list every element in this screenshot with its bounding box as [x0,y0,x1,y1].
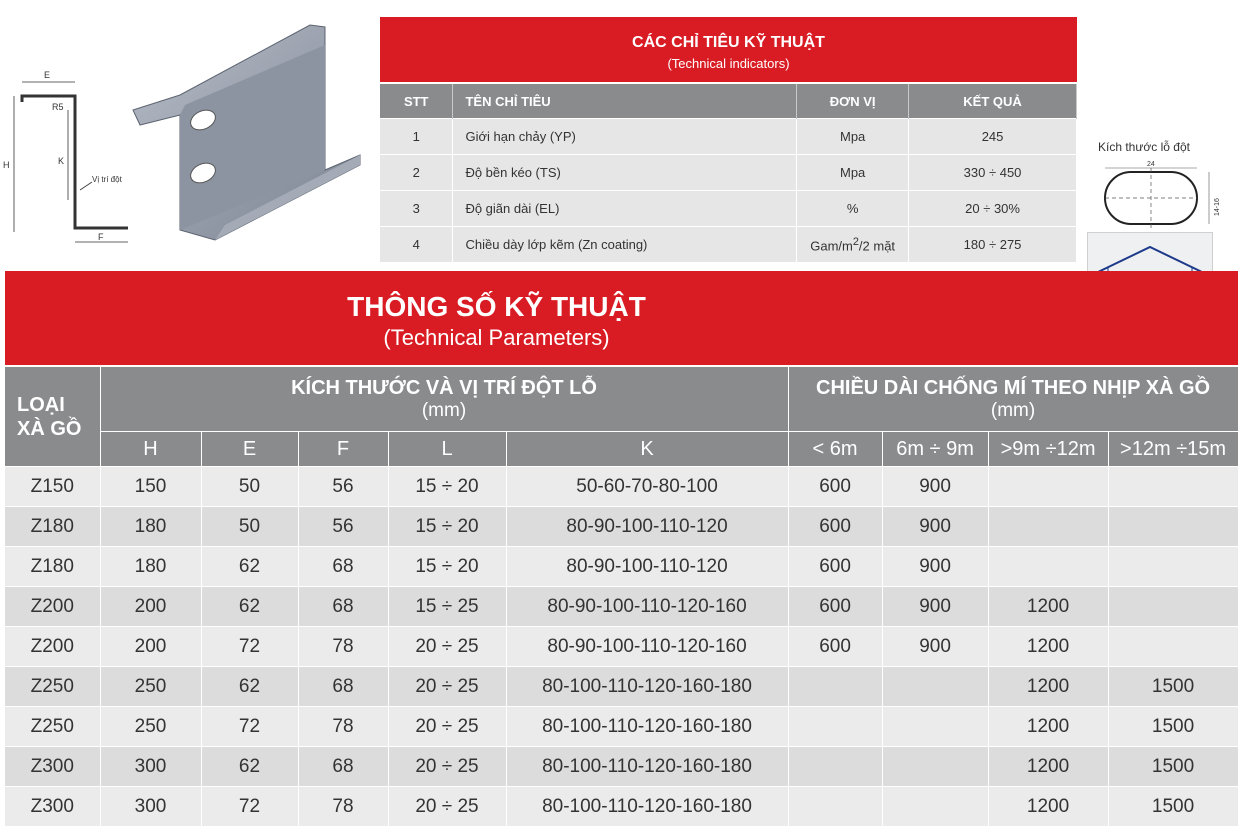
cell-12-15m: 1500 [1108,747,1238,787]
hole-pos-label: Vị trí đột [92,175,122,184]
h-label: H [3,160,10,170]
type-header [5,367,100,467]
cell-9-12m: 1200 [988,707,1108,747]
parameter-row [5,787,1238,827]
col-stt: STT [380,84,453,119]
cell-f: 78 [298,787,388,827]
cell-6-9m [882,787,988,827]
cell-type: Z200 [5,627,100,667]
cell-e: 62 [201,747,298,787]
cell-type: Z300 [5,747,100,787]
cell-9-12m: 1200 [988,667,1108,707]
k-label: K [58,156,65,166]
z-purlin-3d-image [125,15,375,250]
parameter-row [5,627,1238,667]
hole-size-label: Kích thước lỗ đột [1098,140,1190,154]
length-group-title: CHIỀU DÀI CHỐNG MÍ THEO NHỊP XÀ GỒ [816,376,1211,399]
cell-k: 80-100-110-120-160-180 [506,747,788,787]
cell-f: 78 [298,707,388,747]
indicator-stt: 2 [380,155,453,191]
indicator-unit: Mpa [797,155,909,191]
parameter-row [5,747,1238,787]
col-12-15m: >12m ÷15m [1108,432,1238,467]
cell-type: Z180 [5,507,100,547]
cell-type: Z200 [5,587,100,627]
cell-h: 180 [100,507,201,547]
cell-12-15m [1108,507,1238,547]
cell-h: 150 [100,467,201,507]
indicator-name: Giới hạn chảy (YP) [453,119,797,155]
parameter-row [5,507,1238,547]
cell-12-15m: 1500 [1108,787,1238,827]
cell-6-9m [882,707,988,747]
indicators-title: CÁC CHỈ TIÊU KỸ THUẬT [632,34,825,51]
cell-l: 20 ÷ 25 [388,707,506,747]
cell-f: 56 [298,467,388,507]
cell-h: 200 [100,587,201,627]
cell-e: 62 [201,667,298,707]
parameters-subtitle: (Technical Parameters) [383,325,610,350]
cell-lt6m [788,667,882,707]
hole-diagram [1097,158,1227,233]
cell-f: 56 [298,507,388,547]
parameters-group-row [5,367,1238,432]
hole-height: 14-16 [1214,198,1221,216]
indicator-result: 20 ÷ 30% [909,191,1077,227]
indicator-stt: 1 [380,119,453,155]
parameter-row [5,587,1238,627]
indicator-row [380,155,1077,191]
cell-9-12m: 1200 [988,627,1108,667]
unit-post: /2 mặt [858,238,896,254]
indicator-result: 180 ÷ 275 [909,227,1077,263]
cell-e: 72 [201,627,298,667]
cell-f: 68 [298,547,388,587]
cell-f: 68 [298,587,388,627]
cell-lt6m: 600 [788,547,882,587]
indicator-unit: Mpa [797,119,909,155]
cell-lt6m: 600 [788,467,882,507]
unit-pre: Gam/m [810,238,853,254]
cell-l: 20 ÷ 25 [388,667,506,707]
col-6-9m: 6m ÷ 9m [882,432,988,467]
indicator-name: Độ giãn dài (EL) [453,191,797,227]
cell-h: 200 [100,627,201,667]
cell-type: Z150 [5,467,100,507]
col-l: L [388,432,506,467]
col-k: K [506,432,788,467]
cell-e: 72 [201,707,298,747]
indicator-result: 245 [909,119,1077,155]
indicators-table [380,84,1077,262]
col-h: H [100,432,201,467]
size-group-title: KÍCH THƯỚC VÀ VỊ TRÍ ĐỘT LỖ [291,376,597,399]
cell-h: 300 [100,787,201,827]
col-result: KẾT QUẢ [909,84,1077,119]
cell-e: 50 [201,467,298,507]
cell-12-15m [1108,627,1238,667]
indicator-unit [797,227,909,263]
parameters-header [5,271,1238,365]
indicator-name: Độ bền kéo (TS) [453,155,797,191]
cell-lt6m [788,747,882,787]
f-label: F [98,232,104,242]
parameters-body [5,467,1238,827]
cell-12-15m: 1500 [1108,707,1238,747]
cell-f: 68 [298,747,388,787]
cell-lt6m: 600 [788,587,882,627]
indicator-row [380,119,1077,155]
cell-lt6m [788,707,882,747]
cell-6-9m: 900 [882,627,988,667]
col-e: E [201,432,298,467]
cell-l: 15 ÷ 20 [388,547,506,587]
cell-type: Z300 [5,787,100,827]
cell-l: 15 ÷ 25 [388,587,506,627]
parameter-row [5,547,1238,587]
cell-k: 80-90-100-110-120 [506,547,788,587]
cell-12-15m [1108,547,1238,587]
cell-e: 50 [201,507,298,547]
r5-label: R5 [52,102,64,112]
cell-e: 72 [201,787,298,827]
length-group-header [788,367,1238,432]
cell-h: 250 [100,667,201,707]
cell-l: 20 ÷ 25 [388,787,506,827]
indicator-result: 330 ÷ 450 [909,155,1077,191]
cell-h: 300 [100,747,201,787]
size-group-header [100,367,788,432]
e-label: E [44,70,51,80]
cell-k: 80-90-100-110-120-160 [506,627,788,667]
cell-9-12m: 1200 [988,747,1108,787]
col-9-12m: >9m ÷12m [988,432,1108,467]
cell-12-15m [1108,587,1238,627]
z-profile-diagram [0,60,140,260]
hole-width: 24 [1147,161,1155,168]
unit-sup: 2 [852,235,859,248]
cell-k: 80-100-110-120-160-180 [506,787,788,827]
parameter-row [5,707,1238,747]
cell-lt6m [788,787,882,827]
cell-h: 250 [100,707,201,747]
type-header-line2: XÀ GỒ [17,417,82,440]
indicator-stt: 4 [380,227,453,263]
size-group-unit: (mm) [421,399,467,421]
indicator-unit: % [797,191,909,227]
cell-6-9m: 900 [882,507,988,547]
cell-6-9m [882,747,988,787]
cell-l: 15 ÷ 20 [388,507,506,547]
indicator-stt: 3 [380,191,453,227]
parameters-title: THÔNG SỐ KỸ THUẬT [347,291,646,322]
cell-lt6m: 600 [788,507,882,547]
cell-e: 62 [201,587,298,627]
type-header-line1: LOẠI [17,393,65,416]
indicators-header-row [380,84,1077,119]
parameters-table [5,367,1239,827]
cell-l: 20 ÷ 25 [388,747,506,787]
cell-k: 80-90-100-110-120-160 [506,587,788,627]
indicator-name: Chiều dày lớp kẽm (Zn coating) [453,227,797,263]
cell-k: 80-90-100-110-120 [506,507,788,547]
cell-l: 15 ÷ 20 [388,467,506,507]
cell-lt6m: 600 [788,627,882,667]
indicator-row [380,191,1077,227]
cell-l: 20 ÷ 25 [388,627,506,667]
col-unit: ĐƠN VỊ [797,84,909,119]
cell-9-12m: 1200 [988,787,1108,827]
cell-e: 62 [201,547,298,587]
cell-f: 68 [298,667,388,707]
cell-type: Z250 [5,707,100,747]
indicators-subtitle: (Technical indicators) [667,56,790,71]
parameter-row [5,667,1238,707]
cell-k: 80-100-110-120-160-180 [506,707,788,747]
parameters-column-row [5,432,1238,467]
cell-h: 180 [100,547,201,587]
cell-f: 78 [298,627,388,667]
cell-6-9m: 900 [882,467,988,507]
cell-6-9m: 900 [882,547,988,587]
col-lt6m: < 6m [788,432,882,467]
col-f: F [298,432,388,467]
cell-12-15m [1108,467,1238,507]
cell-k: 80-100-110-120-160-180 [506,667,788,707]
cell-9-12m: 1200 [988,587,1108,627]
parameter-row [5,467,1238,507]
cell-9-12m [988,467,1108,507]
cell-6-9m [882,667,988,707]
cell-12-15m: 1500 [1108,667,1238,707]
col-name: TÊN CHỈ TIÊU [453,84,797,119]
cell-6-9m: 900 [882,587,988,627]
cell-9-12m [988,547,1108,587]
indicator-row [380,227,1077,263]
cell-type: Z250 [5,667,100,707]
cell-9-12m [988,507,1108,547]
cell-type: Z180 [5,547,100,587]
length-group-unit: (mm) [990,399,1036,421]
indicators-header [380,17,1077,82]
cell-k: 50-60-70-80-100 [506,467,788,507]
